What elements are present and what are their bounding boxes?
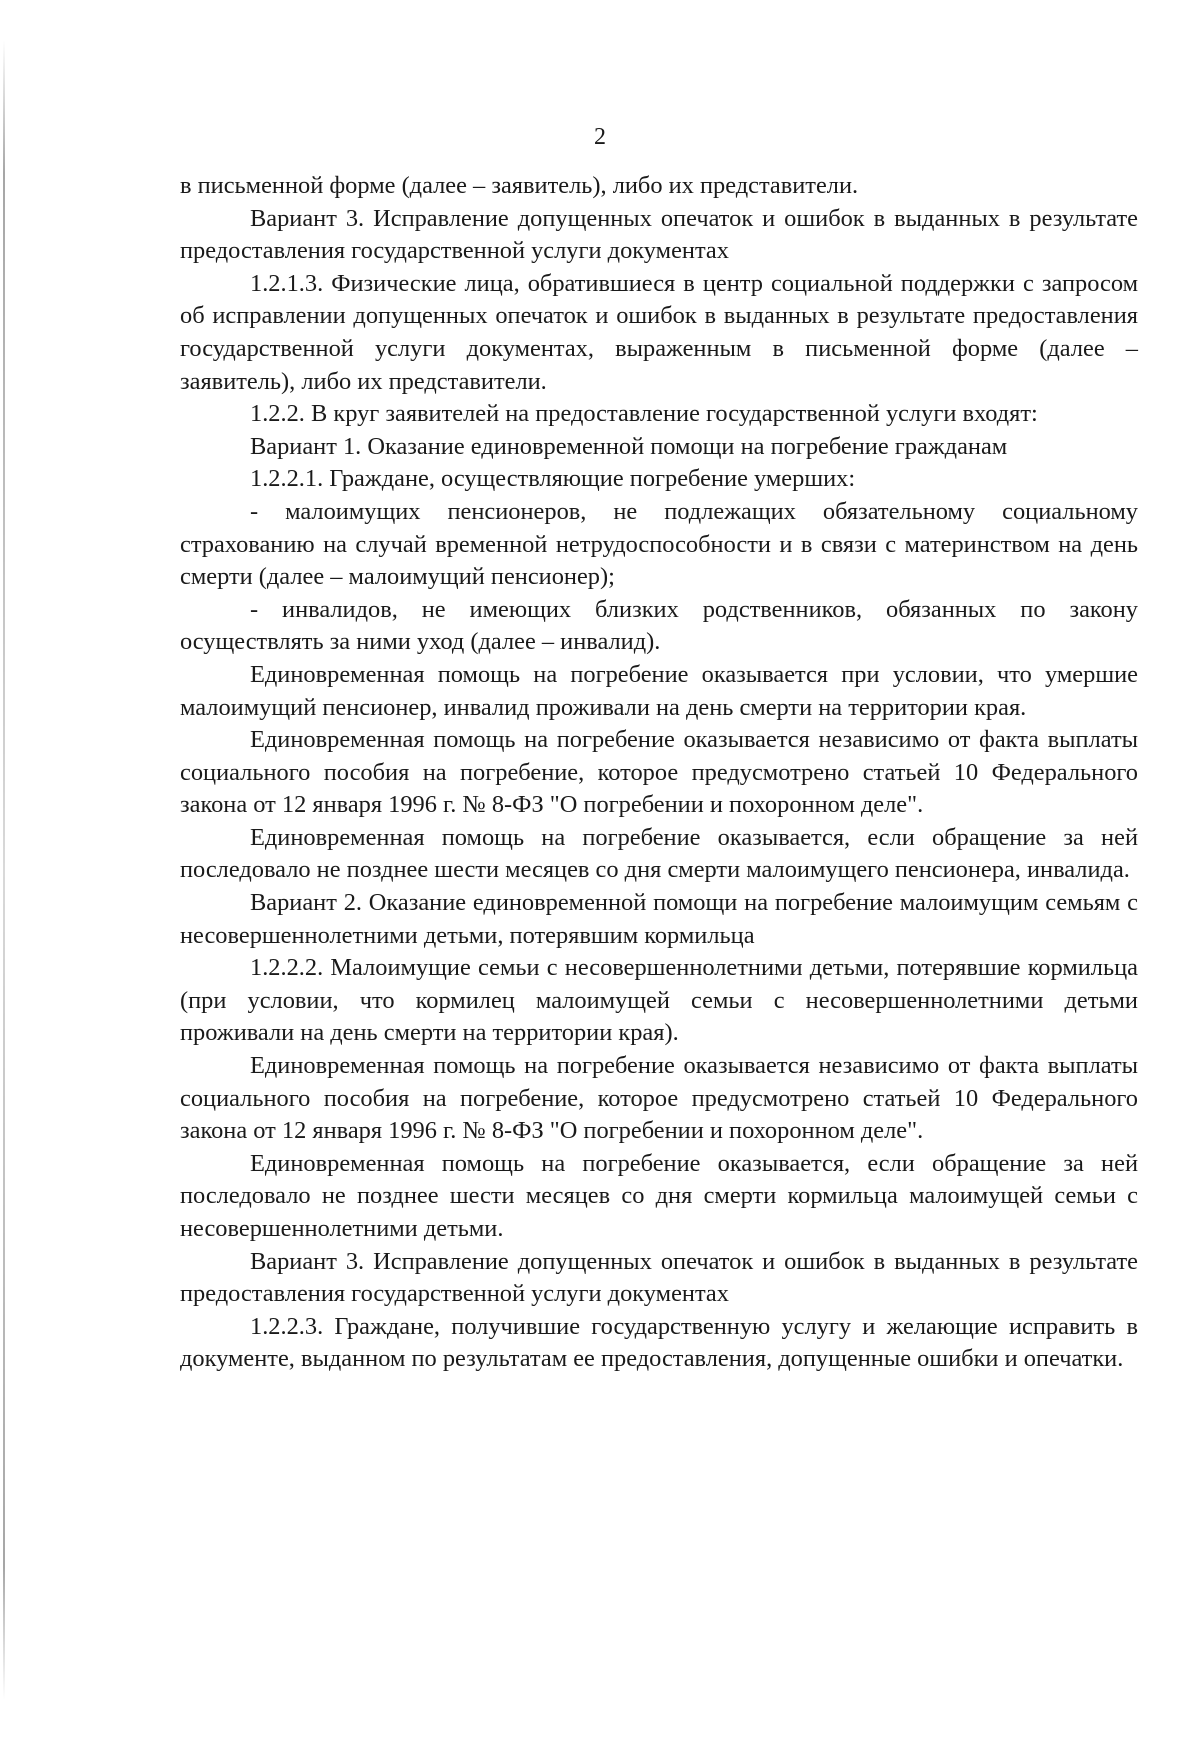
paragraph: в письменной форме (далее – заявитель), либо их представители. (180, 172, 859, 199)
paragraph: 1.2.2.3. Граждане, получившие государственную услугу и желающие исправить в документе, выданном по результатам ее предоставления, допущенные ошибки и опечатки. (180, 1312, 1138, 1373)
page-number: 2 (594, 124, 606, 150)
paragraph: 1.2.2.2. Малоимущие семьи с несовершеннолетними детьми, потерявшие кормильца (при условии, что кормилец малоимущей семьи с несовершеннолетними детьми проживали на день смерти на территории края). (180, 954, 1138, 1047)
paragraph: Единовременная помощь на погребение оказывается независимо от факта выплаты социального пособия на погребение, которое предусмотрено статьей 10 Федерального закона от 12 января 1996 г. № 8-ФЗ "О погребении и похоронном деле". (180, 1052, 1138, 1145)
paragraph: Вариант 2. Оказание единовременной помощи на погребение малоимущим семьям с несовершеннолетними детьми, потерявшим кормильца (180, 889, 1138, 949)
paragraph: 1.2.2. В круг заявителей на предоставление государственной услуги входят: (250, 400, 1038, 428)
paragraph: Единовременная помощь на погребение оказывается, если обращение за ней последовало не позднее шести месяцев со дня смерти кормильца малоимущей семьи с несовершеннолетними детьми. (180, 1149, 1138, 1242)
paragraph: Вариант 3. Исправление допущенных опечаток и ошибок в выданных в результате предоставления государственной услуги документах (180, 1247, 1138, 1308)
paragraph: - малоимущих пенсионеров, не подлежащих обязательному социальному страхованию на случай временной нетрудоспособности и в связи с материнством на день смерти (далее – малоимущий пенсионер); (180, 497, 1138, 591)
scan-edge-shadow (3, 40, 5, 1700)
paragraph: Единовременная помощь на погребение оказывается, если обращение за ней последовало не позднее шести месяцев со дня смерти малоимущего пенсионера, инвалида. (180, 823, 1138, 884)
paragraph: 1.2.1.3. Физические лица, обратившиеся в центр социальной поддержки с запросом об исправлении допущенных опечаток и ошибок в выданных в результате предоставления государственной услуги документах, выраженным в письменной форме (далее – заявитель), либо их представители. (180, 269, 1138, 395)
paragraph: Единовременная помощь на погребение оказывается при условии, что умершие малоимущий пенсионер, инвалид проживали на день смерти на территории края. (180, 660, 1138, 721)
paragraph: Единовременная помощь на погребение оказывается независимо от факта выплаты социального пособия на погребение, которое предусмотрено статьей 10 Федерального закона от 12 января 1996 г. № 8-ФЗ "О погребении и похоронном деле". (180, 726, 1138, 819)
paragraph: - инвалидов, не имеющих близких родственников, обязанных по закону осуществлять за ними уход (далее – инвалид). (180, 595, 1138, 656)
paragraph: Вариант 3. Исправление допущенных опечаток и ошибок в выданных в результате предоставления государственной услуги документах (180, 204, 1138, 265)
document-body (180, 170, 1138, 1376)
paragraph: 1.2.2.1. Граждане, осуществляющие погребение умерших: (250, 465, 856, 493)
paragraph: Вариант 1. Оказание единовременной помощи на погребение гражданам (250, 432, 1008, 460)
